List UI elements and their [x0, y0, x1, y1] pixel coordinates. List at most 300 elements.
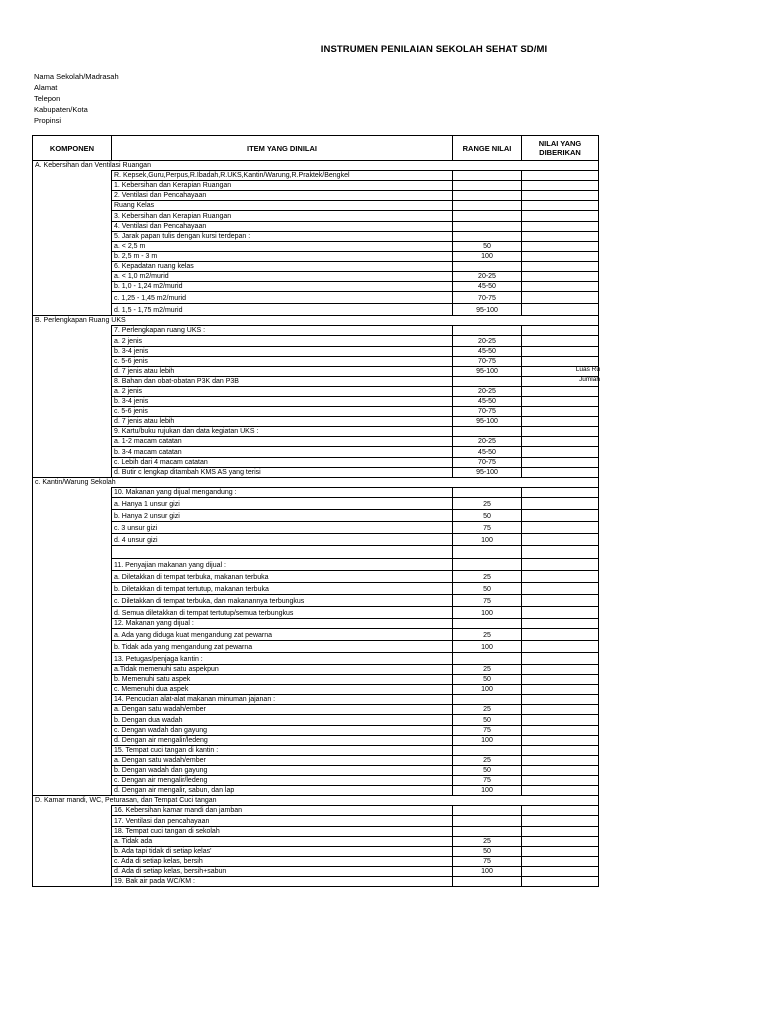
nilai-input-cell[interactable] [522, 715, 599, 725]
nilai-input-cell[interactable] [522, 282, 599, 292]
side-note-luas: Luas Ru [575, 366, 600, 373]
nilai-input-cell[interactable] [522, 521, 599, 533]
nilai-input-cell[interactable] [522, 191, 599, 201]
table-row [33, 191, 599, 201]
komponen-cell [33, 417, 112, 427]
komponen-cell [33, 261, 112, 271]
table-row [33, 231, 599, 241]
item-cell: d. 1,5 - 1,75 m2/murid [112, 304, 453, 316]
table-row [33, 786, 599, 796]
nilai-input-cell[interactable] [522, 735, 599, 745]
nilai-input-cell[interactable] [522, 272, 599, 282]
range-cell: 95-100 [453, 304, 522, 316]
komponen-cell [33, 776, 112, 786]
range-cell: 70-75 [453, 457, 522, 467]
nilai-input-cell[interactable] [522, 261, 599, 271]
item-cell: a. 2 jenis [112, 386, 453, 396]
assessment-sheet [32, 135, 598, 887]
table-row [33, 356, 599, 366]
table-row [33, 545, 599, 558]
nilai-input-cell[interactable] [522, 618, 599, 628]
range-cell: 20-25 [453, 386, 522, 396]
nilai-input-cell[interactable] [522, 171, 599, 181]
nilai-input-cell[interactable] [522, 427, 599, 437]
komponen-cell [33, 545, 112, 558]
assessment-table [32, 135, 599, 887]
komponen-cell [33, 735, 112, 745]
komponen-cell [33, 816, 112, 826]
table-row [33, 846, 599, 856]
range-cell: 100 [453, 786, 522, 796]
komponen-cell [33, 336, 112, 346]
table-row [33, 533, 599, 545]
item-cell: R. Kepsek,Guru,Perpus,R.Ibadah,R.UKS,Kantin/Warung,R.Praktek/Bengkel [112, 171, 453, 181]
table-row [33, 272, 599, 282]
nilai-input-cell[interactable] [522, 487, 599, 497]
komponen-cell [33, 558, 112, 570]
item-cell: b. Memenuhi satu aspek [112, 675, 453, 685]
nilai-input-cell[interactable] [522, 396, 599, 406]
nilai-input-cell[interactable] [522, 816, 599, 826]
range-cell: 100 [453, 251, 522, 261]
nilai-input-cell[interactable] [522, 211, 599, 221]
nilai-input-cell[interactable] [522, 558, 599, 570]
nilai-input-cell[interactable] [522, 231, 599, 241]
range-cell: 20-25 [453, 437, 522, 447]
komponen-cell [33, 765, 112, 775]
komponen-cell [33, 191, 112, 201]
item-cell: a. Ada yang diduga kuat mengandung zat pewarna [112, 629, 453, 641]
komponen-cell [33, 856, 112, 866]
range-cell: 70-75 [453, 292, 522, 304]
range-cell: 100 [453, 866, 522, 876]
komponen-cell [33, 376, 112, 386]
range-cell: 75 [453, 521, 522, 533]
komponen-cell [33, 427, 112, 437]
nilai-input-cell[interactable] [522, 826, 599, 836]
komponen-cell [33, 594, 112, 606]
item-cell: c. Lebih dari 4 macam catatan [112, 457, 453, 467]
nilai-input-cell[interactable] [522, 386, 599, 396]
table-row [33, 487, 599, 497]
range-cell [453, 745, 522, 755]
nilai-input-cell[interactable] [522, 765, 599, 775]
nilai-input-cell[interactable] [522, 846, 599, 856]
item-cell [112, 545, 453, 558]
range-cell [453, 191, 522, 201]
table-row [33, 856, 599, 866]
komponen-cell [33, 725, 112, 735]
table-row [33, 606, 599, 618]
item-cell: c. 5-6 jenis [112, 356, 453, 366]
nilai-input-cell[interactable] [522, 776, 599, 786]
komponen-cell [33, 241, 112, 251]
range-cell: 50 [453, 241, 522, 251]
nilai-input-cell[interactable] [522, 292, 599, 304]
range-cell [453, 221, 522, 231]
item-cell: a.Tidak memenuhi satu aspekpun [112, 665, 453, 675]
table-row [33, 876, 599, 886]
komponen-cell [33, 836, 112, 846]
item-cell: 17. Ventilasi dan pencahayaan [112, 816, 453, 826]
range-cell [453, 826, 522, 836]
komponen-cell [33, 201, 112, 211]
nilai-input-cell[interactable] [522, 755, 599, 765]
range-cell: 50 [453, 846, 522, 856]
section-label: B. Perlengkapan Ruang UKS [33, 316, 599, 326]
nilai-input-cell[interactable] [522, 606, 599, 618]
nilai-input-cell[interactable] [522, 346, 599, 356]
item-cell: 13. Petugas/penjaga kantin : [112, 653, 453, 665]
nilai-input-cell[interactable] [522, 533, 599, 545]
table-row [33, 346, 599, 356]
nilai-input-cell[interactable] [522, 866, 599, 876]
item-cell: a. 2 jenis [112, 336, 453, 346]
range-cell: 20-25 [453, 272, 522, 282]
komponen-cell [33, 786, 112, 796]
item-cell: 3. Kebersihan dan Kerapian Ruangan [112, 211, 453, 221]
range-cell: 95-100 [453, 467, 522, 477]
section-label: D. Kamar mandi, WC, Peturasan, dan Tempat Cuci tangan [33, 796, 599, 806]
range-cell [453, 427, 522, 437]
range-cell: 45-50 [453, 282, 522, 292]
range-cell: 25 [453, 629, 522, 641]
table-row [33, 594, 599, 606]
nilai-input-cell[interactable] [522, 786, 599, 796]
range-cell: 25 [453, 705, 522, 715]
item-cell: c. Memenuhi dua aspek [112, 685, 453, 695]
nilai-input-cell[interactable] [522, 836, 599, 846]
item-cell: 5. Jarak papan tulis dengan kursi terdepan : [112, 231, 453, 241]
table-row [33, 665, 599, 675]
section-row [33, 477, 599, 487]
item-cell: 18. Tempat cuci tangan di sekolah [112, 826, 453, 836]
item-cell: a. < 2,5 m [112, 241, 453, 251]
komponen-cell [33, 570, 112, 582]
info-label-address: Alamat [34, 83, 58, 92]
nilai-input-cell[interactable] [522, 201, 599, 211]
item-cell: Ruang Kelas [112, 201, 453, 211]
item-cell: d. 7 jenis atau lebih [112, 417, 453, 427]
nilai-input-cell[interactable] [522, 665, 599, 675]
table-row [33, 618, 599, 628]
section-label: c. Kantin/Warung Sekolah [33, 477, 599, 487]
range-cell: 100 [453, 735, 522, 745]
item-cell: a. Dengan satu wadah/ember [112, 705, 453, 715]
table-row [33, 715, 599, 725]
item-cell: d. 7 jenis atau lebih [112, 366, 453, 376]
komponen-cell [33, 745, 112, 755]
table-row [33, 261, 599, 271]
section-label: A. Kebersihan dan Ventilasi Ruangan [33, 161, 599, 171]
table-row [33, 366, 599, 376]
item-cell: b. 3-4 jenis [112, 346, 453, 356]
nilai-input-cell[interactable] [522, 336, 599, 346]
nilai-input-cell[interactable] [522, 594, 599, 606]
nilai-input-cell[interactable] [522, 304, 599, 316]
nilai-input-cell[interactable] [522, 241, 599, 251]
item-cell: 10. Makanan yang dijual mengandung : [112, 487, 453, 497]
range-cell: 75 [453, 725, 522, 735]
table-row [33, 866, 599, 876]
nilai-input-cell[interactable] [522, 675, 599, 685]
range-cell: 100 [453, 641, 522, 653]
komponen-cell [33, 497, 112, 509]
komponen-cell [33, 292, 112, 304]
range-cell: 100 [453, 606, 522, 618]
table-body [33, 161, 599, 887]
komponen-cell [33, 653, 112, 665]
table-row [33, 201, 599, 211]
komponen-cell [33, 695, 112, 705]
komponen-cell [33, 715, 112, 725]
range-cell: 25 [453, 497, 522, 509]
komponen-cell [33, 675, 112, 685]
table-row [33, 765, 599, 775]
item-cell: a. < 1,0 m2/murid [112, 272, 453, 282]
table-row [33, 675, 599, 685]
nilai-input-cell[interactable] [522, 457, 599, 467]
item-cell: b. Ada tapi tidak di setiap kelas' [112, 846, 453, 856]
nilai-input-cell[interactable] [522, 221, 599, 231]
range-cell [453, 806, 522, 816]
table-row [33, 181, 599, 191]
item-cell: b. Dengan dua wadah [112, 715, 453, 725]
range-cell [453, 171, 522, 181]
nilai-input-cell[interactable] [522, 641, 599, 653]
range-cell [453, 211, 522, 221]
range-cell: 95-100 [453, 417, 522, 427]
item-cell: 14. Pencucian alat-alat makanan minuman jajanan : [112, 695, 453, 705]
komponen-cell [33, 806, 112, 816]
table-row [33, 653, 599, 665]
range-cell: 70-75 [453, 356, 522, 366]
side-note-jumlah: Jumlah [579, 376, 600, 383]
table-row [33, 582, 599, 594]
item-cell: 7. Perlengkapan ruang UKS : [112, 326, 453, 336]
range-cell: 50 [453, 765, 522, 775]
table-row [33, 326, 599, 336]
range-cell: 50 [453, 509, 522, 521]
nilai-input-cell[interactable] [522, 582, 599, 594]
range-cell [453, 558, 522, 570]
range-cell [453, 653, 522, 665]
range-cell: 75 [453, 856, 522, 866]
range-cell: 75 [453, 776, 522, 786]
item-cell: 15. Tempat cuci tangan di kantin : [112, 745, 453, 755]
item-cell: a. Hanya 1 unsur gizi [112, 497, 453, 509]
header-range: RANGE NILAI [453, 136, 522, 161]
table-row [33, 292, 599, 304]
komponen-cell [33, 641, 112, 653]
table-row [33, 836, 599, 846]
range-cell [453, 695, 522, 705]
nilai-input-cell[interactable] [522, 685, 599, 695]
header-nilai: NILAI YANG DIBERIKAN [522, 136, 599, 161]
info-label-province: Propinsi [34, 116, 62, 125]
komponen-cell [33, 457, 112, 467]
range-cell: 50 [453, 675, 522, 685]
item-cell: 12. Makanan yang dijual : [112, 618, 453, 628]
komponen-cell [33, 606, 112, 618]
table-row [33, 558, 599, 570]
table-row [33, 816, 599, 826]
komponen-cell [33, 618, 112, 628]
nilai-input-cell[interactable] [522, 326, 599, 336]
table-row [33, 755, 599, 765]
item-cell: 19. Bak air pada WC/KM : [112, 876, 453, 886]
school-info-block [34, 71, 119, 126]
table-row [33, 241, 599, 251]
item-cell: d. Dengan air mengalir/ledeng [112, 735, 453, 745]
range-cell: 50 [453, 582, 522, 594]
table-row [33, 705, 599, 715]
komponen-cell [33, 866, 112, 876]
item-cell: c. 3 unsur gizi [112, 521, 453, 533]
item-cell: 11. Penyajian makanan yang dijual : [112, 558, 453, 570]
item-cell: c. Ada di setiap kelas, bersih [112, 856, 453, 866]
table-row [33, 407, 599, 417]
table-row [33, 776, 599, 786]
item-cell: 6. Kepadatan ruang kelas [112, 261, 453, 271]
table-row [33, 251, 599, 261]
nilai-input-cell[interactable] [522, 705, 599, 715]
table-row [33, 735, 599, 745]
range-cell: 50 [453, 715, 522, 725]
komponen-cell [33, 386, 112, 396]
range-cell: 25 [453, 755, 522, 765]
nilai-input-cell[interactable] [522, 806, 599, 816]
nilai-input-cell[interactable] [522, 545, 599, 558]
nilai-input-cell[interactable] [522, 417, 599, 427]
komponen-cell [33, 326, 112, 336]
nilai-input-cell[interactable] [522, 876, 599, 886]
komponen-cell [33, 467, 112, 477]
range-cell: 45-50 [453, 447, 522, 457]
item-cell: b. Dengan wadah dan gayung [112, 765, 453, 775]
range-cell [453, 326, 522, 336]
nilai-input-cell[interactable] [522, 407, 599, 417]
komponen-cell [33, 221, 112, 231]
nilai-input-cell[interactable] [522, 695, 599, 705]
table-row [33, 497, 599, 509]
table-row [33, 437, 599, 447]
table-row [33, 641, 599, 653]
range-cell: 100 [453, 533, 522, 545]
item-cell: b. 2,5 m - 3 m [112, 251, 453, 261]
komponen-cell [33, 251, 112, 261]
table-row [33, 467, 599, 477]
item-cell: d. 4 unsur gizi [112, 533, 453, 545]
table-row [33, 336, 599, 346]
item-cell: a. Diletakkan di tempat terbuka, makanan terbuka [112, 570, 453, 582]
item-cell: b. 3-4 macam catatan [112, 447, 453, 457]
item-cell: 2. Ventilasi dan Pencahayaan [112, 191, 453, 201]
item-cell: 1. Kebersihan dan Kerapian Ruangan [112, 181, 453, 191]
nilai-input-cell[interactable] [522, 251, 599, 261]
table-row [33, 745, 599, 755]
komponen-cell [33, 366, 112, 376]
nilai-input-cell[interactable] [522, 745, 599, 755]
item-cell: b. Tidak ada yang mengandung zat pewarna [112, 641, 453, 653]
komponen-cell [33, 437, 112, 447]
table-row [33, 521, 599, 533]
range-cell: 100 [453, 685, 522, 695]
nilai-input-cell[interactable] [522, 570, 599, 582]
range-cell [453, 376, 522, 386]
info-label-school-name: Nama Sekolah/Madrasah [34, 72, 119, 81]
nilai-input-cell[interactable] [522, 181, 599, 191]
range-cell [453, 876, 522, 886]
komponen-cell [33, 876, 112, 886]
table-row [33, 447, 599, 457]
komponen-cell [33, 346, 112, 356]
item-cell: d. Semua diletakkan di tempat tertutup/semua terbungkus [112, 606, 453, 618]
table-row [33, 629, 599, 641]
nilai-input-cell[interactable] [522, 447, 599, 457]
komponen-cell [33, 181, 112, 191]
komponen-cell [33, 826, 112, 836]
table-row [33, 171, 599, 181]
range-cell [453, 261, 522, 271]
table-row [33, 304, 599, 316]
komponen-cell [33, 407, 112, 417]
komponen-cell [33, 705, 112, 715]
item-cell: d. Butir c lengkap ditambah KMS AS yang terisi [112, 467, 453, 477]
komponen-cell [33, 171, 112, 181]
nilai-input-cell[interactable] [522, 437, 599, 447]
nilai-input-cell[interactable] [522, 856, 599, 866]
item-cell: c. Diletakkan di tempat terbuka, dan makanannya terbungkus [112, 594, 453, 606]
item-cell: c. 5-6 jenis [112, 407, 453, 417]
header-komponen: KOMPONEN [33, 136, 112, 161]
nilai-input-cell[interactable] [522, 509, 599, 521]
item-cell: 9. Kartu/buku rujukan dan data kegiatan UKS : [112, 427, 453, 437]
item-cell: 4. Ventilasi dan Pencahayaan [112, 221, 453, 231]
komponen-cell [33, 231, 112, 241]
item-cell: c. 1,25 - 1,45 m2/murid [112, 292, 453, 304]
nilai-input-cell[interactable] [522, 629, 599, 641]
table-row [33, 211, 599, 221]
section-row [33, 161, 599, 171]
komponen-cell [33, 533, 112, 545]
range-cell [453, 201, 522, 211]
range-cell: 25 [453, 665, 522, 675]
nilai-input-cell[interactable] [522, 497, 599, 509]
range-cell [453, 231, 522, 241]
range-cell [453, 545, 522, 558]
nilai-input-cell[interactable] [522, 653, 599, 665]
komponen-cell [33, 582, 112, 594]
nilai-input-cell[interactable] [522, 725, 599, 735]
komponen-cell [33, 447, 112, 457]
komponen-cell [33, 211, 112, 221]
header-item: ITEM YANG DINILAI [112, 136, 453, 161]
item-cell: b. Diletakkan di tempat tertutup, makanan terbuka [112, 582, 453, 594]
komponen-cell [33, 846, 112, 856]
item-cell: a. 1-2 macam catatan [112, 437, 453, 447]
section-row [33, 316, 599, 326]
komponen-cell [33, 396, 112, 406]
nilai-input-cell[interactable] [522, 467, 599, 477]
komponen-cell [33, 755, 112, 765]
table-row [33, 806, 599, 816]
komponen-cell [33, 509, 112, 521]
table-header-row [33, 136, 599, 161]
komponen-cell [33, 685, 112, 695]
table-row [33, 396, 599, 406]
komponen-cell [33, 304, 112, 316]
